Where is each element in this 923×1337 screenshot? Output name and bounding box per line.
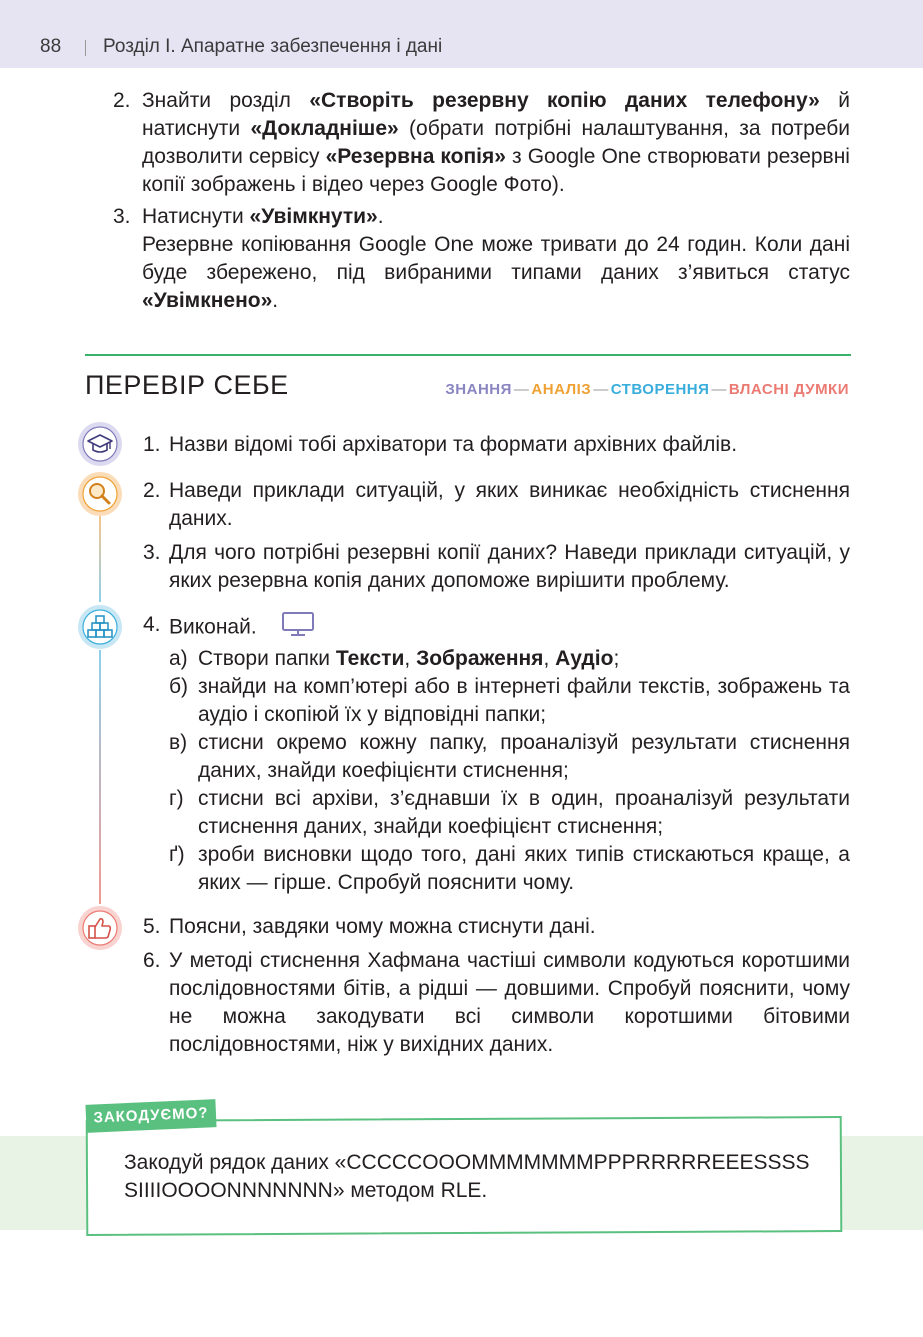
coding-task (124, 1149, 824, 1205)
question-1 (143, 431, 850, 459)
legend-creation: СТВОРЕННЯ (610, 381, 710, 398)
subtask-label: в) (169, 731, 188, 754)
legend-own-thoughts: ВЛАСНІ ДУМКИ (728, 381, 849, 398)
coding-line-2: SIIIIOOOONNNNNNN» методом RLE. (124, 1179, 488, 1202)
question-number: 5. (143, 915, 161, 938)
subtask-text: стисни всі архіви, з’єднавши їх в один, проаналізуй результати стиснення даних, знайди коефіцієнт стиснення; (198, 787, 850, 838)
section-divider (85, 354, 851, 356)
question-number: 3. (143, 541, 161, 564)
coding-tag: ЗАКОДУЄМО? (85, 1099, 216, 1133)
question-number: 4. (143, 613, 161, 636)
question-5 (143, 913, 850, 941)
graduation-cap-icon (78, 422, 122, 466)
step-text: Знайти розділ «Створіть резервну копію даних телефону» й натиснути «Докладніше» (обрати потрібні налаштування, за потреби дозволити сервісу «Резервна копія» з Google One створювати резервні копії зображень і відео через Google Фото). (142, 89, 850, 196)
step-number: 2. (113, 89, 131, 112)
subtask-text: знайди на комп’ютері або в інтернеті файли текстів, зображень та аудіо і скопіюй їх у відповідні папки; (198, 675, 850, 726)
header-divider (85, 40, 86, 56)
subtask-label: а) (169, 647, 188, 670)
monitor-icon (281, 611, 315, 645)
subtask-d (169, 785, 850, 841)
page-number: 88 (40, 36, 62, 57)
question-text: Виконай. (169, 611, 850, 645)
magnifier-icon (78, 472, 122, 516)
question-text: Для чого потрібні резервні копії даних? Наведи приклади ситуацій, у яких резервна копія даних допоможе вирішити проблему. (169, 541, 850, 592)
question-number: 2. (143, 479, 161, 502)
analysis-connector-line (99, 516, 101, 602)
question-text: У методі стиснення Хафмана частіші символи кодуються коротшими послідовностями бітів, а рідші — довшими. Спробуй пояснити, чому не можна закодувати всі символи коротшими бітовими послідовностями, ніж у вихідних даних. (169, 949, 850, 1056)
subtask-label: ґ) (169, 843, 185, 866)
subtask-label: г) (169, 787, 184, 810)
skills-legend: ЗНАННЯ — АНАЛІЗ — СТВОРЕННЯ — ВЛАСНІ ДУМКИ (445, 381, 849, 398)
subtask-a (169, 645, 850, 673)
instruction-step-3 (113, 203, 850, 315)
step-text: Натиснути «Увімкнути». (142, 205, 384, 228)
chapter-title: Розділ І. Апаратне забезпечення і дані (103, 36, 443, 57)
question-6 (143, 947, 850, 1059)
subtask-text: Створи папки Тексти, Зображення, Аудіо; (198, 647, 620, 670)
creation-connector-line (99, 650, 101, 904)
question-2 (143, 477, 850, 533)
subtask-c (169, 729, 850, 785)
question-text: Поясни, завдяки чому можна стиснути дані. (169, 915, 596, 938)
subtask-text: зроби висновки щодо того, дані яких типів стискаються краще, а яких — гірше. Спробуй пояснити чому. (198, 843, 850, 894)
step-note: Резервне копіювання Google One може тривати до 24 годин. Коли дані буде збережено, під вибраними типами даних з’явиться статус «Увімкнено». (142, 233, 850, 312)
subtask-label: б) (169, 675, 189, 698)
question-3 (143, 539, 850, 595)
question-number: 6. (143, 949, 161, 972)
question-4 (143, 611, 850, 645)
coding-line-1: Закодуй рядок даних «CCCCCOOOMMMMMMMPPPRRRRREEESSSS (124, 1151, 810, 1174)
legend-knowledge: ЗНАННЯ (445, 381, 512, 398)
instruction-step-2 (113, 87, 850, 199)
step-number: 3. (113, 205, 131, 228)
subtask-text: стисни окремо кожну папку, проаналізуй результати стиснення даних, знайди коефіцієнти стиснення; (198, 731, 850, 782)
section-title: ПЕРЕВІР СЕБЕ (85, 370, 289, 400)
thumbs-up-icon (78, 906, 122, 950)
question-text: Назви відомі тобі архіватори та формати архівних файлів. (169, 433, 738, 456)
question-text: Наведи приклади ситуацій, у яких виникає необхідність стиснення даних. (169, 479, 850, 530)
page-header (0, 0, 923, 68)
subtask-e (169, 841, 850, 897)
blocks-icon (78, 605, 122, 649)
question-number: 1. (143, 433, 161, 456)
subtask-b (169, 673, 850, 729)
legend-analysis: АНАЛІЗ (531, 381, 592, 398)
